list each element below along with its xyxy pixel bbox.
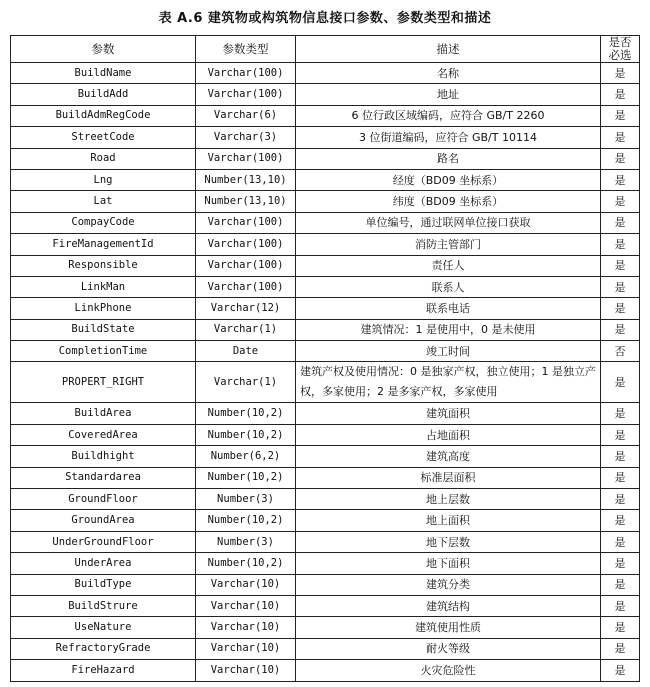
required-cell: 是 — [601, 234, 640, 255]
desc-cell: 责任人 — [296, 255, 601, 276]
table-row — [11, 169, 640, 190]
required-cell: 是 — [601, 489, 640, 510]
param-cell: Responsible — [11, 255, 196, 276]
required-cell: 是 — [601, 63, 640, 84]
param-cell: Buildhight — [11, 446, 196, 467]
required-cell: 是 — [601, 191, 640, 212]
type-cell: Varchar(100) — [196, 63, 296, 84]
required-cell: 是 — [601, 660, 640, 681]
param-cell: Road — [11, 148, 196, 169]
param-cell: BuildName — [11, 63, 196, 84]
table-row — [11, 84, 640, 105]
table-row — [11, 298, 640, 319]
table-row — [11, 234, 640, 255]
desc-cell: 火灾危险性 — [296, 660, 601, 681]
type-cell: Varchar(10) — [196, 660, 296, 681]
table-row — [11, 255, 640, 276]
required-cell: 是 — [601, 362, 640, 403]
required-cell: 是 — [601, 617, 640, 638]
required-cell: 是 — [601, 595, 640, 616]
desc-cell: 6 位行政区域编码，应符合 GB/T 2260 — [296, 105, 601, 126]
required-cell: 是 — [601, 510, 640, 531]
desc-cell: 耐火等级 — [296, 638, 601, 659]
required-cell: 是 — [601, 424, 640, 445]
desc-cell: 纬度（BD09 坐标系） — [296, 191, 601, 212]
table-row — [11, 424, 640, 445]
param-cell: PROPERT_RIGHT — [11, 362, 196, 403]
type-cell: Varchar(1) — [196, 319, 296, 340]
type-cell: Number(10,2) — [196, 510, 296, 531]
type-cell: Varchar(100) — [196, 212, 296, 233]
desc-cell: 建筑使用性质 — [296, 617, 601, 638]
table-title: 表 A.6 建筑物或构筑物信息接口参数、参数类型和描述 — [158, 11, 492, 26]
table-row — [11, 276, 640, 297]
param-cell: UseNature — [11, 617, 196, 638]
param-cell: BuildState — [11, 319, 196, 340]
desc-cell: 联系电话 — [296, 298, 601, 319]
type-cell: Varchar(10) — [196, 617, 296, 638]
table-row — [11, 127, 640, 148]
table-body — [11, 63, 640, 682]
desc-cell: 路名 — [296, 148, 601, 169]
desc-cell: 占地面积 — [296, 424, 601, 445]
table-row — [11, 574, 640, 595]
type-cell: Varchar(100) — [196, 84, 296, 105]
desc-cell: 建筑高度 — [296, 446, 601, 467]
param-cell: Lng — [11, 169, 196, 190]
desc-cell: 建筑面积 — [296, 403, 601, 424]
table-row — [11, 660, 640, 681]
desc-cell: 经度（BD09 坐标系） — [296, 169, 601, 190]
desc-cell: 建筑情况：1 是使用中，0 是未使用 — [296, 319, 601, 340]
required-cell: 是 — [601, 105, 640, 126]
required-cell: 是 — [601, 446, 640, 467]
required-cell: 是 — [601, 638, 640, 659]
desc-cell: 建筑产权及使用情况：0 是独家产权，独立使用；1 是独立产权，多家使用；2 是多家产权，多家使用 — [296, 362, 601, 403]
type-cell: Date — [196, 341, 296, 362]
type-cell: Number(6,2) — [196, 446, 296, 467]
param-cell: BuildType — [11, 574, 196, 595]
param-cell: BuildAdmRegCode — [11, 105, 196, 126]
desc-cell: 联系人 — [296, 276, 601, 297]
desc-cell: 消防主管部门 — [296, 234, 601, 255]
param-cell: Standardarea — [11, 467, 196, 488]
type-cell: Varchar(100) — [196, 276, 296, 297]
desc-cell: 地上面积 — [296, 510, 601, 531]
required-cell: 是 — [601, 127, 640, 148]
required-cell: 是 — [601, 255, 640, 276]
table-row — [11, 63, 640, 84]
desc-cell: 建筑结构 — [296, 595, 601, 616]
table-row — [11, 510, 640, 531]
table-row — [11, 341, 640, 362]
desc-cell: 地上层数 — [296, 489, 601, 510]
header-desc: 描述 — [296, 36, 601, 63]
param-cell: CoveredArea — [11, 424, 196, 445]
parameter-table — [10, 35, 640, 682]
table-row — [11, 617, 640, 638]
type-cell: Number(10,2) — [196, 467, 296, 488]
header-required: 是否必选 — [601, 36, 640, 63]
desc-cell: 地下面积 — [296, 553, 601, 574]
required-cell: 是 — [601, 84, 640, 105]
required-cell: 是 — [601, 212, 640, 233]
desc-cell: 竣工时间 — [296, 341, 601, 362]
type-cell: Varchar(1) — [196, 362, 296, 403]
desc-cell: 名称 — [296, 63, 601, 84]
type-cell: Varchar(100) — [196, 234, 296, 255]
required-cell: 是 — [601, 319, 640, 340]
type-cell: Number(3) — [196, 531, 296, 552]
table-row — [11, 403, 640, 424]
desc-cell: 地下层数 — [296, 531, 601, 552]
table-row — [11, 531, 640, 552]
table-row — [11, 105, 640, 126]
type-cell: Varchar(100) — [196, 255, 296, 276]
param-cell: FireManagementId — [11, 234, 196, 255]
type-cell: Number(3) — [196, 489, 296, 510]
type-cell: Number(10,2) — [196, 553, 296, 574]
required-cell: 是 — [601, 148, 640, 169]
type-cell: Varchar(12) — [196, 298, 296, 319]
table-row — [11, 467, 640, 488]
param-cell: UnderArea — [11, 553, 196, 574]
param-cell: CompletionTime — [11, 341, 196, 362]
table-row — [11, 595, 640, 616]
required-cell: 是 — [601, 276, 640, 297]
type-cell: Varchar(10) — [196, 638, 296, 659]
param-cell: LinkMan — [11, 276, 196, 297]
table-row — [11, 319, 640, 340]
param-cell: UnderGroundFloor — [11, 531, 196, 552]
table-row — [11, 212, 640, 233]
type-cell: Varchar(100) — [196, 148, 296, 169]
header-param: 参数 — [11, 36, 196, 63]
type-cell: Number(10,2) — [196, 403, 296, 424]
param-cell: BuildArea — [11, 403, 196, 424]
required-cell: 是 — [601, 574, 640, 595]
param-cell: GroundFloor — [11, 489, 196, 510]
type-cell: Varchar(6) — [196, 105, 296, 126]
desc-cell: 建筑分类 — [296, 574, 601, 595]
param-cell: BuildStrure — [11, 595, 196, 616]
param-cell: CompayCode — [11, 212, 196, 233]
table-row — [11, 638, 640, 659]
type-cell: Number(10,2) — [196, 424, 296, 445]
table-row — [11, 553, 640, 574]
param-cell: BuildAdd — [11, 84, 196, 105]
required-cell: 是 — [601, 553, 640, 574]
table-row — [11, 191, 640, 212]
type-cell: Number(13,10) — [196, 169, 296, 190]
type-cell: Varchar(10) — [196, 595, 296, 616]
table-row — [11, 489, 640, 510]
param-cell: Lat — [11, 191, 196, 212]
desc-cell: 单位编号，通过联网单位接口获取 — [296, 212, 601, 233]
desc-cell: 地址 — [296, 84, 601, 105]
table-row — [11, 362, 640, 403]
required-cell: 是 — [601, 531, 640, 552]
param-cell: FireHazard — [11, 660, 196, 681]
table-row — [11, 148, 640, 169]
desc-cell: 标准层面积 — [296, 467, 601, 488]
param-cell: GroundArea — [11, 510, 196, 531]
required-cell: 是 — [601, 467, 640, 488]
param-cell: LinkPhone — [11, 298, 196, 319]
table-row — [11, 446, 640, 467]
required-cell: 是 — [601, 403, 640, 424]
required-cell: 否 — [601, 341, 640, 362]
desc-cell: 3 位街道编码，应符合 GB/T 10114 — [296, 127, 601, 148]
param-cell: StreetCode — [11, 127, 196, 148]
type-cell: Varchar(10) — [196, 574, 296, 595]
required-cell: 是 — [601, 298, 640, 319]
type-cell: Number(13,10) — [196, 191, 296, 212]
table-header-row — [11, 36, 640, 63]
required-cell: 是 — [601, 169, 640, 190]
header-type: 参数类型 — [196, 36, 296, 63]
param-cell: RefractoryGrade — [11, 638, 196, 659]
type-cell: Varchar(3) — [196, 127, 296, 148]
